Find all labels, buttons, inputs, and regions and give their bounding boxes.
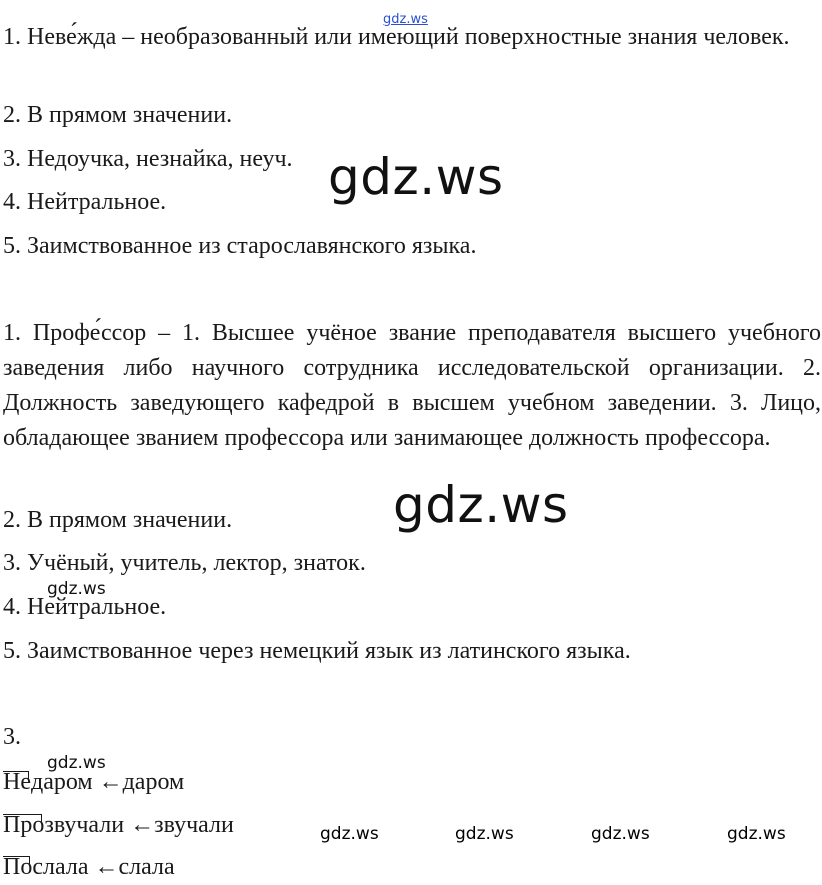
block2-para1: 1. Профе́ссор – 1. Высшее учёное звание преподавателя высшего учебного заведения либо научного сотрудника исследовательской организации. 2. Должность заведующего кафедрой в высшем учебном заведении. 3. Лицо, обладающее званием профессора или занимающее должность профессора. — [3, 320, 821, 451]
block1-line1: 1. Неве́жда – необразованный или имеющий поверхностные знания человек. — [3, 24, 790, 50]
block2-line3: 3. Учёный, учитель, лектор, знаток. — [3, 550, 366, 576]
watermark-row-2: gdz.ws — [455, 824, 514, 844]
block2-line2: 2. В прямом значении. — [3, 507, 233, 533]
watermark-row-1: gdz.ws — [320, 824, 379, 844]
prefix-mark-icon — [3, 771, 29, 780]
word-rest: даром — [30, 769, 93, 795]
prefix-marked — [3, 765, 31, 800]
watermark-row-4: gdz.ws — [727, 824, 786, 844]
prefix-marked — [3, 808, 44, 843]
block1-line3: 3. Недоучка, незнайка, неуч. — [3, 146, 293, 172]
base-word: звучали — [154, 812, 234, 838]
arrow-left-icon: ← — [130, 812, 155, 838]
word-rest: слала — [32, 854, 89, 880]
arrow-left-icon: ← — [98, 769, 123, 795]
block1-line5: 5. Заимствованное из старославянского языка. — [3, 233, 477, 259]
word-analysis-row — [3, 765, 184, 800]
watermark-small-1: gdz.ws — [47, 579, 106, 599]
block2-line4: 4. Нейтральное. — [3, 594, 167, 620]
watermark-large-2: gdz.ws — [393, 476, 569, 534]
word-analysis-row — [3, 850, 175, 885]
block3-number: 3. — [3, 724, 21, 750]
prefix-text: Про — [3, 812, 45, 838]
block2-line5: 5. Заимствованное через немецкий язык из латинского языка. — [3, 638, 631, 664]
word-rest: звучали — [44, 812, 125, 838]
block1-line2: 2. В прямом значении. — [3, 102, 233, 128]
arrow-left-icon: ← — [94, 854, 119, 880]
watermark-row-3: gdz.ws — [591, 824, 650, 844]
watermark-small-2: gdz.ws — [47, 753, 106, 773]
prefix-text: По — [3, 854, 33, 880]
watermark-top-link[interactable]: gdz.ws — [383, 12, 428, 27]
word-analysis-row — [3, 808, 234, 843]
prefix-text: Не — [3, 769, 31, 795]
block1-line4: 4. Нейтральное. — [3, 189, 167, 215]
base-word: слала — [118, 854, 175, 880]
prefix-marked — [3, 850, 32, 885]
prefix-mark-icon — [3, 856, 30, 865]
watermark-large-1: gdz.ws — [328, 148, 504, 206]
prefix-mark-icon — [3, 814, 42, 823]
base-word: даром — [122, 769, 185, 795]
